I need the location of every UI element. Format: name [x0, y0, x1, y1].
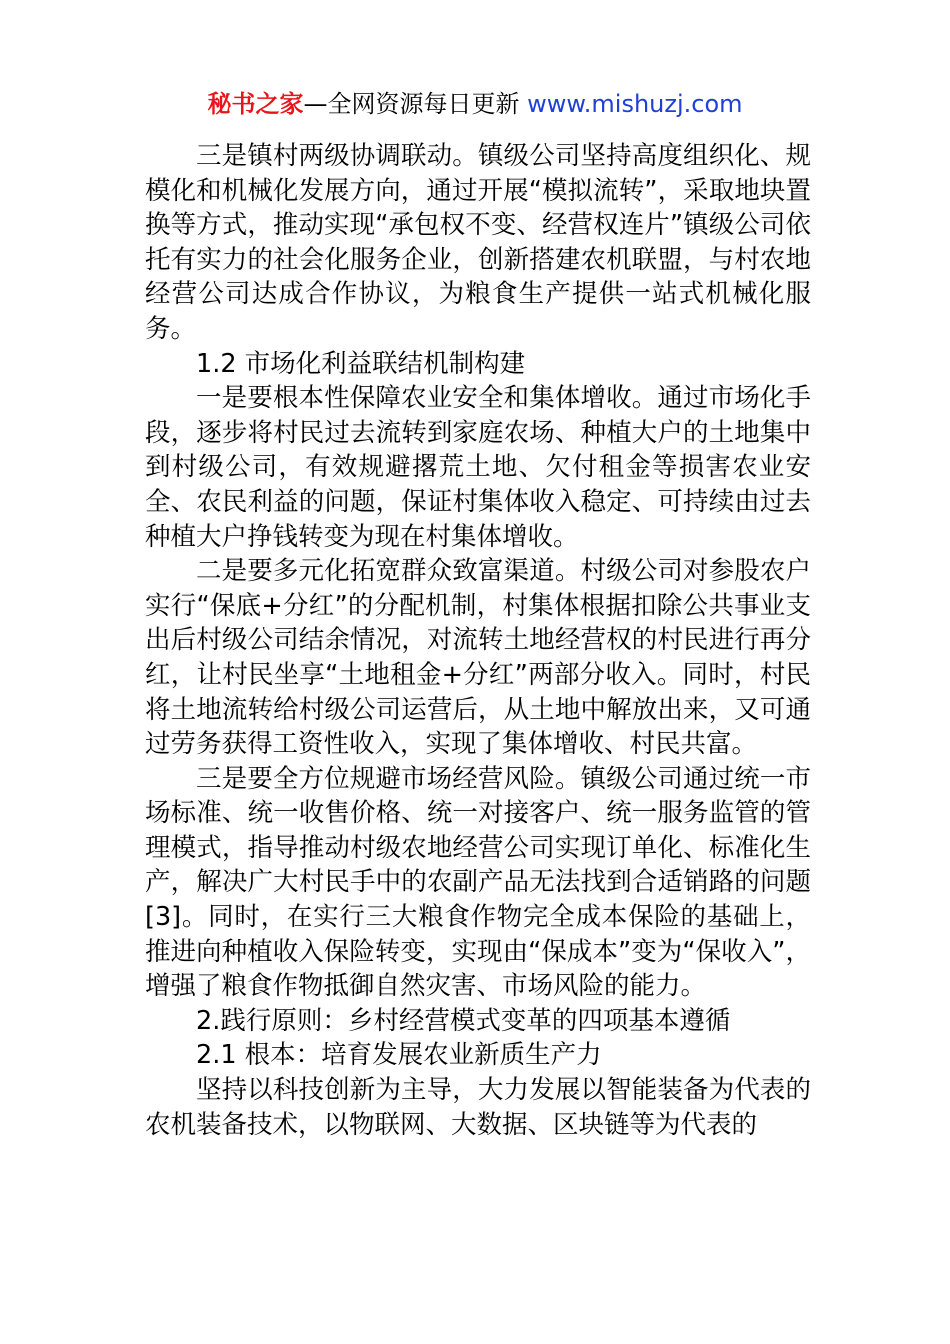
paragraph-town-village-coordination: 三是镇村两级协调联动。镇级公司坚持高度组织化、规模化和机械化发展方向，通过开展“模拟流转”，采取地块置换等方式，推动实现“承包权不变、经营权连片”镇级公司依托有实力的社会化服务企业，创新搭建农机联盟，与村农地经营公司达成合作协议，为粮食生产提供一站式机械化服务。	[145, 141, 811, 344]
paragraph-agri-security: 一是要根本性保障农业安全和集体增收。通过市场化手段，逐步将村民过去流转到家庭农场、种植大户的土地集中到村级公司，有效规避撂荒土地、欠付租金等损害农业安全、农民利益的问题，保证村集体收入稳定、可持续由过去种植大户挣钱转变为现在村集体增收。	[145, 383, 811, 552]
section-heading-2-1: 2.1 根本：培育发展农业新质生产力	[196, 1040, 602, 1071]
paragraph-tech-innovation: 坚持以科技创新为主导，大力发展以智能装备为代表的农机装备技术，以物联网、大数据、区块链等为代表的	[145, 1075, 811, 1140]
section-heading-2: 2.践行原则：乡村经营模式变革的四项基本遵循	[196, 1005, 731, 1036]
header-slogan: —全网资源每日更新	[303, 90, 528, 118]
section-heading-1-2: 1.2 市场化利益联结机制构建	[196, 348, 526, 379]
brand-name: 秘书之家	[207, 90, 304, 118]
site-header	[0, 88, 950, 120]
paragraph-market-risk: 三是要全方位规避市场经营风险。镇级公司通过统一市场标准、统一收售价格、统一对接客户、统一服务监管的管理模式，指导推动村级农地经营公司实现订单化、标准化生产，解决广大村民手中的农副产品无法找到合适销路的问题[3]。同时，在实行三大粮食作物完全成本保险的基础上，推进向种植收入保险转变，实现由“保成本”变为“保收入”，增强了粮食作物抵御自然灾害、市场风险的能力。	[145, 763, 811, 1002]
site-url-link[interactable]: www.mishuzj.com	[527, 90, 743, 118]
document-body	[145, 139, 811, 1142]
paragraph-income-channels: 二是要多元化拓宽群众致富渠道。村级公司对参股农户实行“保底+分红”的分配机制，村集体根据扣除公共事业支出后村级公司结余情况，对流转土地经营权的村民进行再分红，让村民坐享“土地租金+分红”两部分收入。同时，村民将土地流转给村级公司运营后，从土地中解放出来，又可通过劳务获得工资性收入，实现了集体增收、村民共富。	[145, 556, 811, 760]
